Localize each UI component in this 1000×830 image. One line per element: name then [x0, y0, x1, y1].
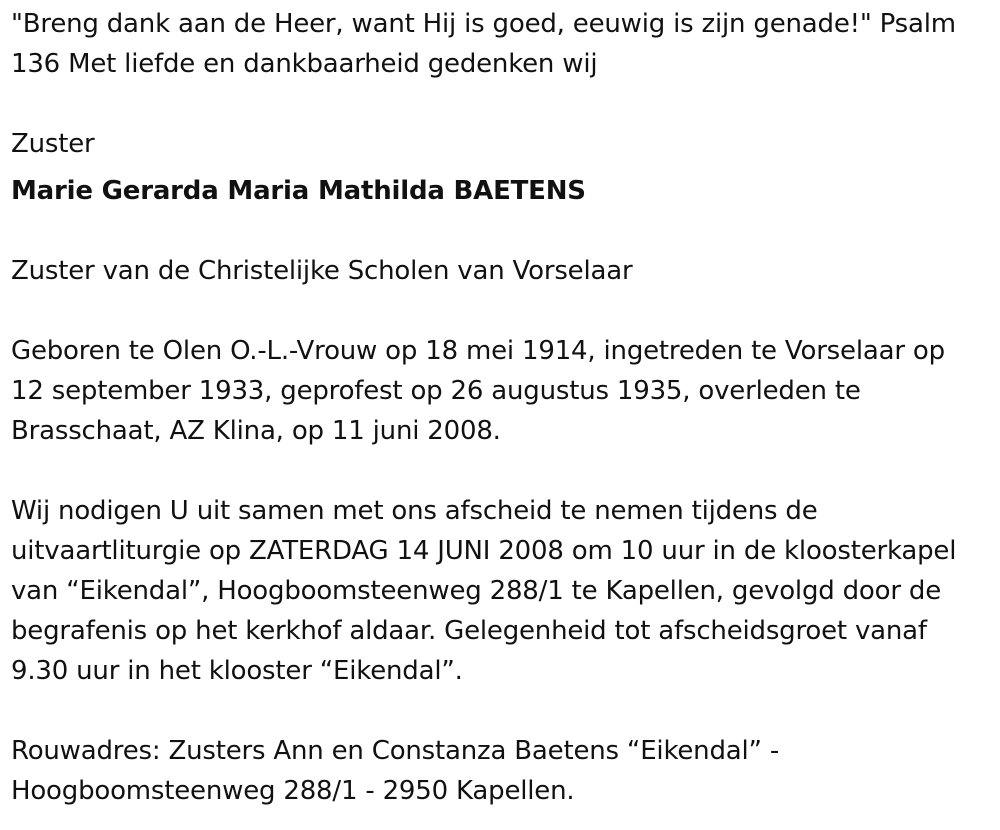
- biography-line: Geboren te Olen O.-L.-Vrouw op 18 mei 1914, ingetreden te Vorselaar op: [11, 336, 945, 366]
- deceased-name: Marie Gerarda Maria Mathilda BAETENS: [11, 176, 586, 206]
- biography-line: Brasschaat, AZ Klina, op 11 juni 2008.: [11, 416, 501, 446]
- address-line: Rouwadres: Zusters Ann en Constanza Baetens “Eikendal” -: [11, 736, 780, 766]
- invitation-line: uitvaartliturgie op ZATERDAG 14 JUNI 2008 om 10 uur in de kloosterkapel: [11, 536, 957, 566]
- quote-line: 136 Met liefde en dankbaarheid gedenken wij: [11, 49, 598, 79]
- biography-line: 12 september 1933, geprofest op 26 augustus 1935, overleden te: [11, 376, 861, 406]
- title-prefix: Zuster: [11, 129, 95, 159]
- invitation-line: van “Eikendal”, Hoogboomsteenweg 288/1 te Kapellen, gevolgd door de: [11, 576, 941, 606]
- congregation: Zuster van de Christelijke Scholen van Vorselaar: [11, 256, 633, 286]
- invitation-line: begrafenis op het kerkhof aldaar. Gelegenheid tot afscheidsgroet vanaf: [11, 616, 927, 646]
- invitation-line: 9.30 uur in het klooster “Eikendal”.: [11, 656, 463, 686]
- quote-line: "Breng dank aan de Heer, want Hij is goed, eeuwig is zijn genade!" Psalm: [11, 9, 956, 39]
- address-line: Hoogboomsteenweg 288/1 - 2950 Kapellen.: [11, 776, 575, 806]
- invitation-line: Wij nodigen U uit samen met ons afscheid te nemen tijdens de: [11, 496, 818, 526]
